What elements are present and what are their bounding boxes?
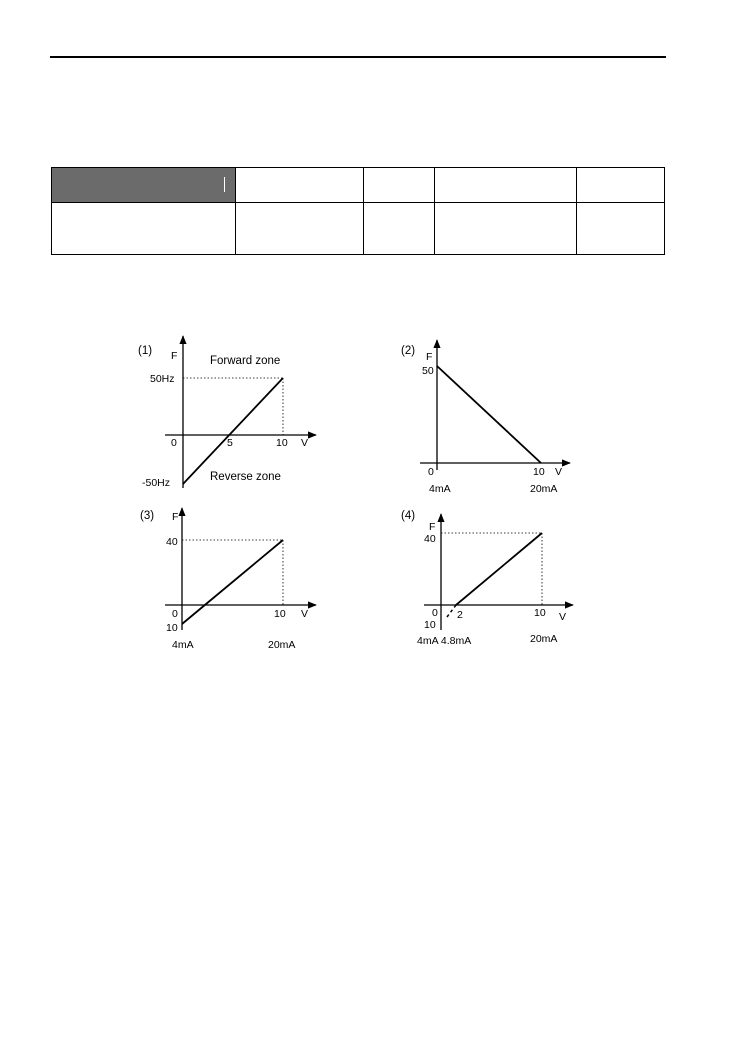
graph-label: (1) xyxy=(138,345,153,357)
x-tick-label: 10 xyxy=(276,437,288,449)
y-tick-label: 40 xyxy=(166,536,178,548)
x-sublabel: 4mA xyxy=(172,639,194,651)
characteristic-line xyxy=(182,540,283,624)
y-axis-label: F xyxy=(429,521,436,533)
x-tick-label: 2 xyxy=(457,609,463,621)
y-tick-label: 10 xyxy=(424,619,436,631)
characteristic-line xyxy=(437,366,541,463)
x-tick-label: 10 xyxy=(274,608,286,620)
y-axis-label: F xyxy=(171,350,178,362)
x-tick-label: 5 xyxy=(227,437,233,449)
graph-label: (2) xyxy=(401,345,416,357)
x-sublabel: 20mA xyxy=(268,639,296,651)
x-axis-label: V xyxy=(301,608,309,620)
x-tick-label: 0 xyxy=(432,607,438,619)
x-axis-label: V xyxy=(559,611,567,623)
y-tick-label: 10 xyxy=(166,622,178,634)
x-axis-label: V xyxy=(301,437,309,449)
graph-4 xyxy=(401,510,573,647)
characteristic-line xyxy=(456,533,542,605)
x-tick-label: 0 xyxy=(172,608,178,620)
y-tick-label: 50 xyxy=(422,365,434,377)
zone-label-reverse: Reverse zone xyxy=(210,471,281,483)
x-sublabel: 4mA xyxy=(429,483,451,495)
x-sublabel: 20mA xyxy=(530,483,558,495)
x-sublabel: 20mA xyxy=(530,633,558,645)
x-tick-label: 0 xyxy=(171,437,177,449)
graph-1 xyxy=(138,336,316,489)
characteristic-line xyxy=(183,378,283,484)
x-tick-label: 0 xyxy=(428,466,434,478)
y-axis-label: F xyxy=(172,511,179,523)
x-sublabel: 4mA 4.8mA xyxy=(417,635,472,647)
graph-label: (3) xyxy=(140,510,155,522)
y-tick-label: -50Hz xyxy=(142,477,171,489)
zone-label-forward: Forward zone xyxy=(210,355,281,367)
y-axis-label: F xyxy=(426,351,433,363)
x-axis-label: V xyxy=(555,466,563,478)
graph-2 xyxy=(401,340,570,495)
y-tick-label: 50Hz xyxy=(150,373,175,385)
extrapolated-line xyxy=(447,605,456,617)
x-tick-label: 10 xyxy=(533,466,545,478)
graph-label: (4) xyxy=(401,510,416,522)
graph-3 xyxy=(140,508,316,651)
y-tick-label: 40 xyxy=(424,533,436,545)
x-tick-label: 10 xyxy=(534,607,546,619)
